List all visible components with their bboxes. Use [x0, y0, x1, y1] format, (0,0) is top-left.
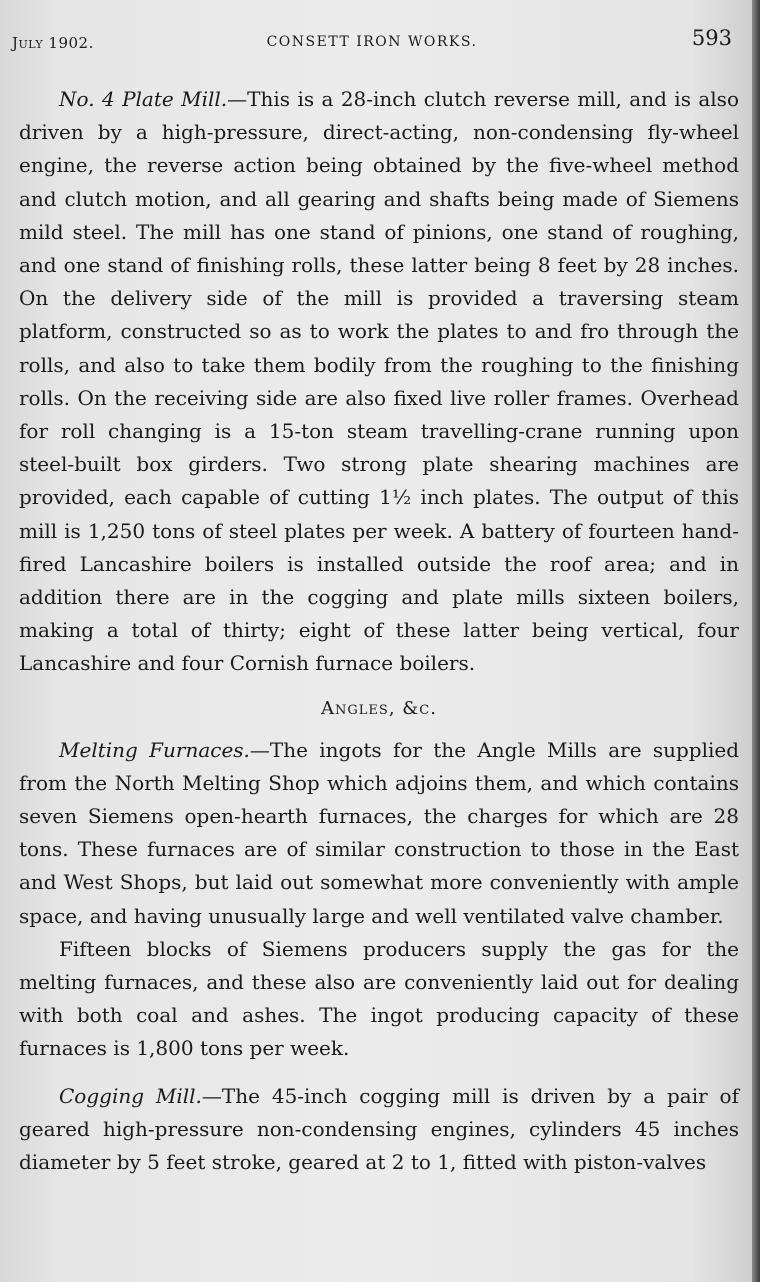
paragraph-gap — [19, 1066, 739, 1080]
header-title: CONSETT IRON WORKS. — [266, 34, 478, 50]
body-text — [19, 83, 739, 1179]
paragraph-text-cogging-mill: —The 45-inch cogging mill is driven by a pair of geared high-pressure non-condensing engines, cylinders 45 inches diameter by 5 feet stroke, geared at 2 to 1, fitted with piston-valves — [19, 1083, 739, 1175]
paragraph-melting-furnaces — [19, 734, 739, 933]
paragraph-plate-mill — [19, 83, 739, 681]
paragraph-lead-melting-furnaces: Melting Furnaces. — [59, 737, 250, 762]
paragraph-text-melting-furnaces: —The ingots for the Angle Mills are supplied from the North Melting Shop which adjoins them, and which contains seven Siemens open-hearth furnaces, the charges for which are 28 tons. These furnaces are of similar construction to those in the East and West Shops, but laid out somewhat more conveniently with ample space, and having unusually large and well ventilated valve chamber. — [19, 737, 739, 928]
paragraph-lead-plate-mill: No. 4 Plate Mill. — [59, 87, 228, 111]
paragraph-lead-cogging-mill: Cogging Mill. — [59, 1083, 202, 1108]
paragraph-text-plate-mill: —This is a 28-inch clutch reverse mill, and is also driven by a high-pressure, direct-acting, non-condensing fly-wheel engine, the reverse action being obtained by the five-wheel method and clutch motion, and all gearing and shafts being made of Siemens mild steel. The mill has one stand of pinions, one stand of roughing, and one stand of finishing rolls, these latter being 8 feet by 28 inches. On the delivery side of the mill is provided a traversing steam platform, constructed so as to work the plates to and fro through the rolls, and also to take them bodily from the roughing to the finishing rolls. On the receiving side are also fixed live roller frames. Overhead for roll changing is a 15-ton steam travelling-crane running upon steel-built box girders. Two strong plate shearing machines are provided, each capable of cutting 1½ inch plates. The output of this mill is 1,250 tons of steel plates per week. A battery of fourteen hand-fired Lancashire boilers is installed outside the roof area; and in addition there are in the cogging and plate mills sixteen boilers, making a total of thirty; eight of these latter being vertical, four Lancashire and four Cornish furnace boilers. — [19, 87, 739, 676]
paragraph-cogging-mill — [19, 1080, 739, 1180]
header-date: July 1902. — [12, 34, 94, 52]
running-head — [12, 26, 732, 56]
page-number: 593 — [691, 26, 732, 50]
section-heading: Angles, &c. — [321, 697, 437, 719]
paragraph-siemens-producers: Fifteen blocks of Siemens producers supply the gas for the melting furnaces, and these also are conveniently laid out for dealing with both coal and ashes. The ingot producing capacity of these furnaces is 1,800 tons per week. — [19, 936, 739, 1061]
book-spine-edge — [752, 0, 760, 1282]
